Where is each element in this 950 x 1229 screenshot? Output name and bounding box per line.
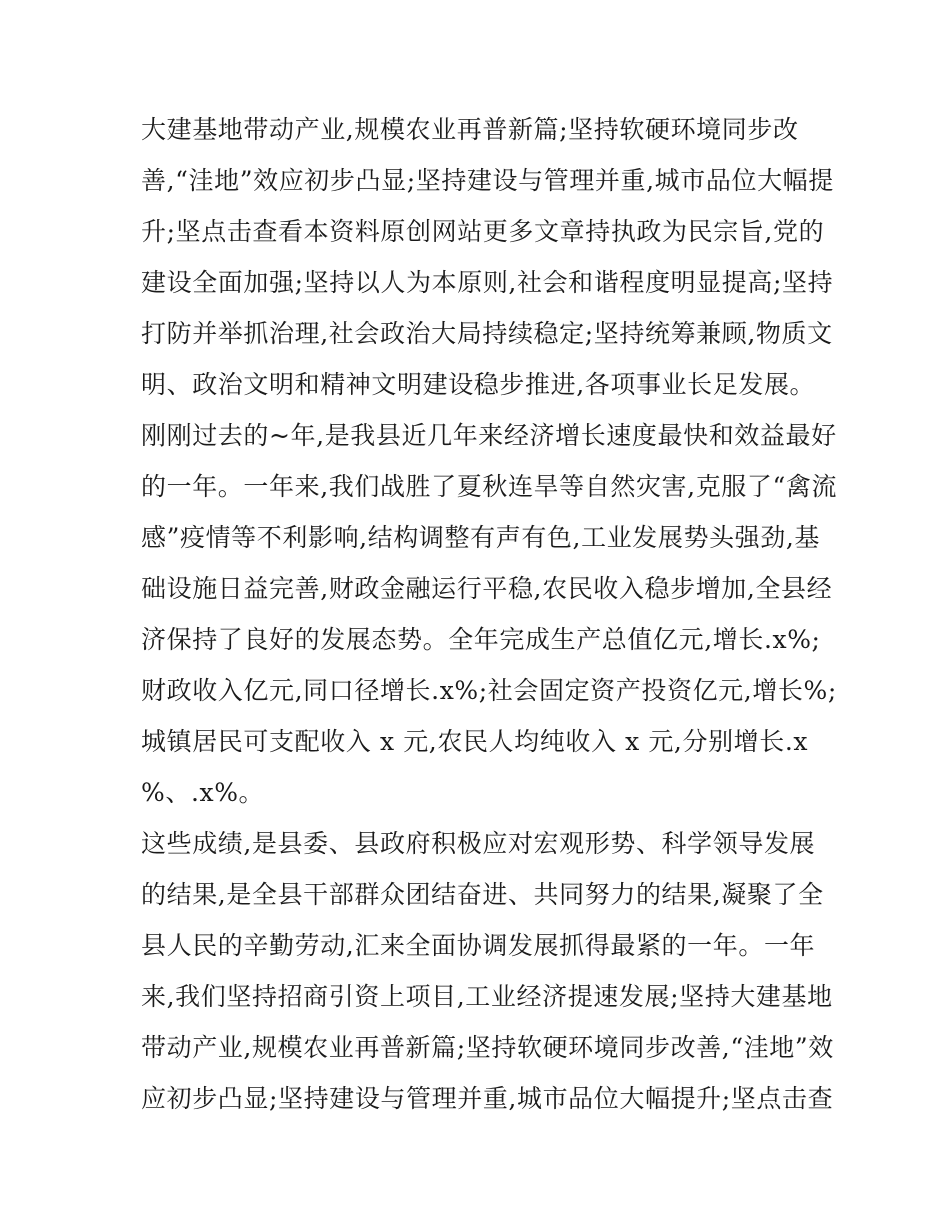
text-line: 打防并举抓治理,社会政治大局持续稳定;坚持统筹兼顾,物质文 xyxy=(141,319,833,348)
text-line: 大建基地带动产业,规模农业再普新篇;坚持软硬环境同步改 xyxy=(141,115,799,144)
text-line: 础设施日益完善,财政金融运行平稳,农民收入稳步增加,全县经 xyxy=(141,574,833,603)
text-line: 感”疫情等不利影响,结构调整有声有色,工业发展势头强劲,基 xyxy=(141,523,821,552)
text-line: 济保持了良好的发展态势。全年完成生产总值亿元,增长.x%; xyxy=(141,625,821,654)
text-line: 来,我们坚持招商引资上项目,工业经济提速发展;坚持大建基地 xyxy=(141,982,833,1011)
text-line: 这些成绩,是县委、县政府积极应对宏观形势、科学领导发展 xyxy=(141,829,816,858)
text-line: 的一年。一年来,我们战胜了夏秋连旱等自然灾害,克服了“禽流 xyxy=(141,472,838,501)
text-line: 的结果,是全县干部群众团结奋进、共同努力的结果,凝聚了全 xyxy=(141,880,824,909)
text-line: %、.x%。 xyxy=(141,778,265,807)
text-line: 明、政治文明和精神文明建设稳步推进,各项事业长足发展。 xyxy=(141,370,816,399)
text-line: 善,“洼地”效应初步凸显;坚持建设与管理并重,城市品位大幅提 xyxy=(141,166,834,195)
text-line: 应初步凸显;坚持建设与管理并重,城市品位大幅提升;坚点击查 xyxy=(141,1084,834,1113)
text-line: 城镇居民可支配收入 x 元,农民人均纯收入 x 元,分别增长.x xyxy=(141,727,809,756)
text-line: 刚刚过去的~年,是我县近几年来经济增长速度最快和效益最好 xyxy=(141,421,837,450)
text-line: 升;坚点击查看本资料原创网站更多文章持执政为民宗旨,党的 xyxy=(141,217,825,246)
text-line: 带动产业,规模农业再普新篇;坚持软硬环境同步改善,“洼地”效 xyxy=(141,1033,834,1062)
text-line: 财政收入亿元,同口径增长.x%;社会固定资产投资亿元,增长%; xyxy=(141,676,837,705)
text-line: 建设全面加强;坚持以人为本原则,社会和谐程度明显提高;坚持 xyxy=(141,268,834,297)
text-line: 县人民的辛勤劳动,汇来全面协调发展抓得最紧的一年。一年 xyxy=(141,931,816,960)
